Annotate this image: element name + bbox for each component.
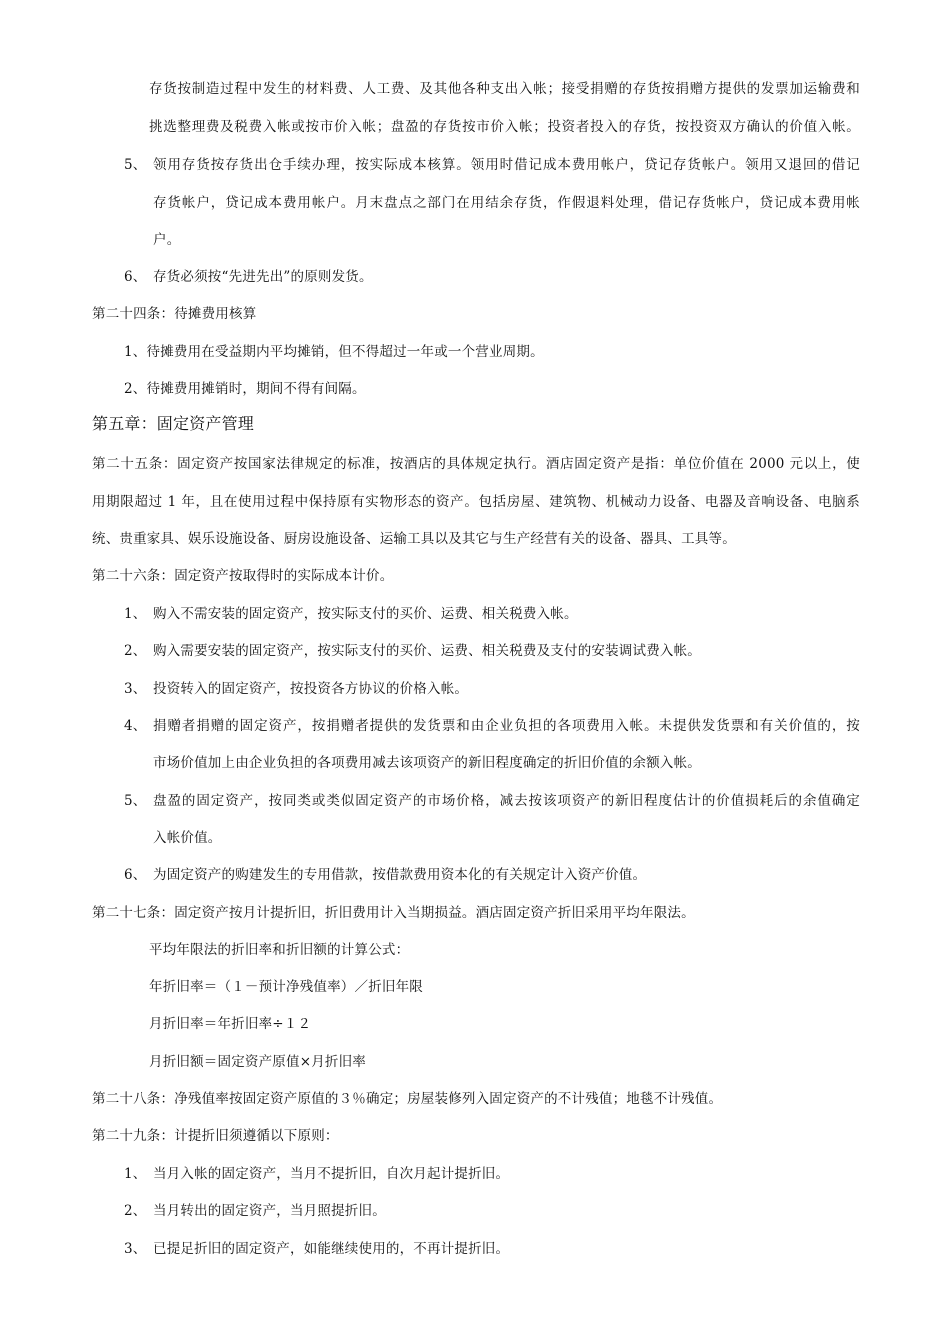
formula-intro: 平均年限法的折旧率和折旧额的计算公式： <box>149 942 410 958</box>
paragraph-line: 用期限超过 1 年，且在使用过程中保持原有实物形态的资产。包括房屋、建筑物、机械动力设备、电器及音响设备、电脑系 <box>92 494 860 510</box>
formula-line: 年折旧率＝（１－预计净残值率）／折旧年限 <box>149 979 423 995</box>
list-item-text: 当月转出的固定资产，当月照提折旧。 <box>153 1203 386 1219</box>
list-item-number: 1、 <box>124 606 147 622</box>
list-item-text: 投资转入的固定资产，按投资各方协议的价格入帐。 <box>153 681 469 697</box>
list-item-number: 2、 <box>124 643 147 659</box>
formula-line: 月折旧额＝固定资产原值×月折旧率 <box>149 1054 367 1070</box>
list-item-number: 5、 <box>124 793 147 809</box>
article-heading: 第二十九条：计提折旧须遵循以下原则： <box>92 1128 339 1144</box>
list-item-text: 当月入帐的固定资产，当月不提折旧，自次月起计提折旧。 <box>153 1166 510 1182</box>
paragraph-line: 户。 <box>153 232 181 248</box>
article-heading: 第二十四条：待摊费用核算 <box>92 306 257 322</box>
list-item-text: 捐赠者捐赠的固定资产，按捐赠者提供的发货票和由企业负担的各项费用入帐。未提供发货票和有关价值的，按 <box>153 718 860 734</box>
paragraph-line: 存货按制造过程中发生的材料费、人工费、及其他各种支出入帐；接受捐赠的存货按捐赠方提供的发票加运输费和 <box>149 81 860 97</box>
list-item-text: 购入不需安装的固定资产，按实际支付的买价、运费、相关税费入帐。 <box>153 606 578 622</box>
list-item-text: 已提足折旧的固定资产，如能继续使用的，不再计提折旧。 <box>153 1241 510 1257</box>
chapter-heading: 第五章：固定资产管理 <box>92 414 255 433</box>
paragraph-line: 存货帐户，贷记成本费用帐户。月末盘点之部门在用结余存货，作假退料处理，借记存货帐户，贷记成本费用帐 <box>153 195 860 211</box>
article-heading: 第二十八条：净残值率按固定资产原值的３％确定；房屋装修列入固定资产的不计残值；地毯不计残值。 <box>92 1091 723 1107</box>
paragraph-line: 入帐价值。 <box>153 830 222 846</box>
paragraph-line: 统、贵重家具、娱乐设施设备、厨房设施设备、运输工具以及其它与生产经营有关的设备、器具、工具等。 <box>92 531 736 547</box>
list-item-text: 2、待摊费用摊销时，期间不得有间隔。 <box>124 381 366 397</box>
formula-line: 月折旧率＝年折旧率÷１２ <box>149 1016 312 1032</box>
list-item-number: 3、 <box>124 681 147 697</box>
list-item-text: 购入需要安装的固定资产，按实际支付的买价、运费、相关税费及支付的安装调试费入帐。 <box>153 643 701 659</box>
list-item-number: 1、 <box>124 1166 147 1182</box>
list-item-number: 4、 <box>124 718 147 734</box>
paragraph-line: 市场价值加上由企业负担的各项费用减去该项资产的新旧程度确定的折旧价值的余额入帐。 <box>153 755 701 771</box>
article-heading: 第二十六条：固定资产按取得时的实际成本计价。 <box>92 568 394 584</box>
list-item-text: 领用存货按存货出仓手续办理，按实际成本核算。领用时借记成本费用帐户，贷记存货帐户。领用又退回的借记 <box>153 157 860 173</box>
list-item-number: 5、 <box>124 157 147 173</box>
list-item-text: 为固定资产的购建发生的专用借款，按借款费用资本化的有关规定计入资产价值。 <box>153 867 647 883</box>
list-item-number: 3、 <box>124 1241 147 1257</box>
paragraph-line: 第二十五条：固定资产按国家法律规定的标准，按酒店的具体规定执行。酒店固定资产是指：单位价值在 2000 元以上，使 <box>92 456 860 472</box>
list-item-text: 盘盈的固定资产，按同类或类似固定资产的市场价格，减去按该项资产的新旧程度估计的价值损耗后的余值确定 <box>153 793 860 809</box>
list-item-text: 存货必须按“先进先出”的原则发货。 <box>153 269 373 285</box>
list-item-text: 1、待摊费用在受益期内平均摊销，但不得超过一年或一个营业周期。 <box>124 344 544 360</box>
list-item-number: 2、 <box>124 1203 147 1219</box>
paragraph-line: 挑选整理费及税费入帐或按市价入帐；盘盈的存货按市价入帐；投资者投入的存货，按投资双方确认的价值入帐。 <box>149 119 860 135</box>
article-heading: 第二十七条：固定资产按月计提折旧，折旧费用计入当期损益。酒店固定资产折旧采用平均年限法。 <box>92 905 695 921</box>
list-item-number: 6、 <box>124 867 147 883</box>
list-item-number: 6、 <box>124 269 147 285</box>
